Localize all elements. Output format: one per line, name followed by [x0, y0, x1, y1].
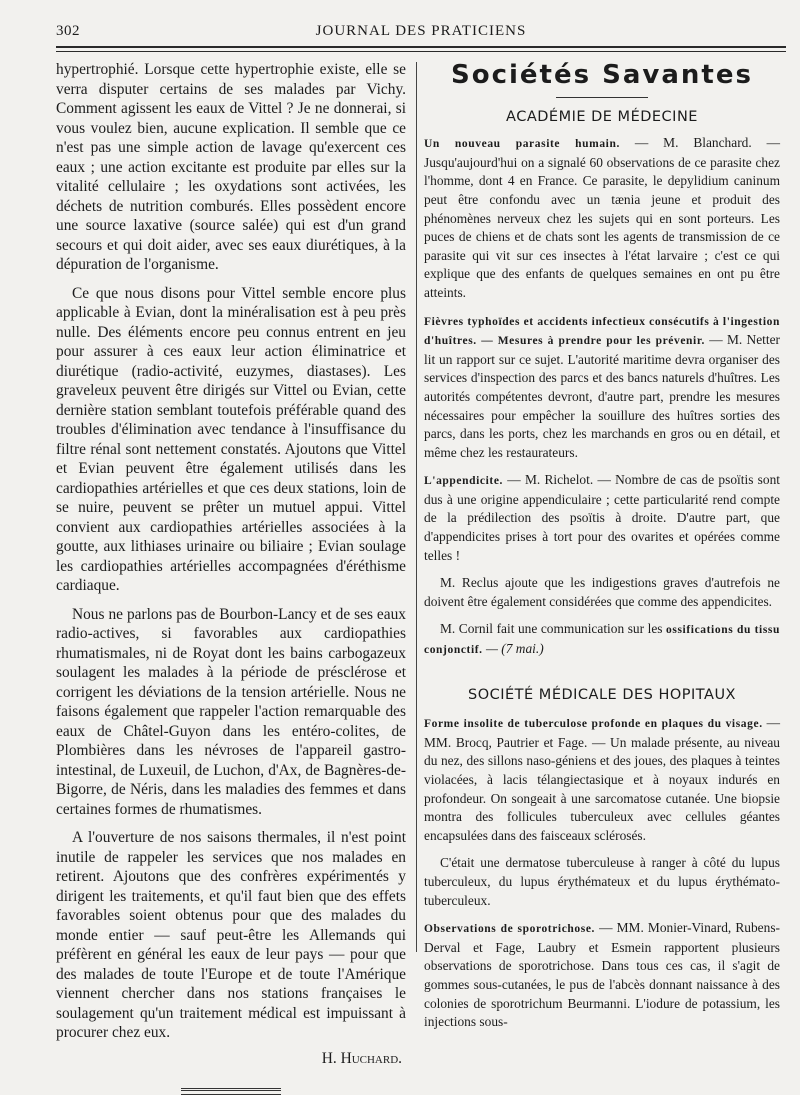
entry-body: — M. Richelot. — Nombre de cas de psoïtis sont dus à une origine appendiculaire ; cette particularité rend compte de la prédilection des psoïtis à droite. D'autre part, que d'appendicites prises à tort pour des ovarites et opérées comme telles !	[424, 472, 780, 563]
left-column	[56, 60, 406, 1095]
paragraph-evian: Ce que nous disons pour Vittel semble encore plus applicable à Evian, dont la minéralisation est à peu près nulle. Des éléments encore peu connus entrent en jeu pour assurer à ces eaux leur action éliminatrice et diurétique (radio-activité, euzymes, diastases). Les graveleux peuvent être dirigés sur Vittel ou Evian, cette dernière station semblant toutefois préférable quand des troubles d'élimination avec tendance à l'insuffisance du filtre rénal sont nettement constatés. Ajoutons que Vittel et Evian peuvent être également utilisés dans les cardiopathies artérielles et que ces deux stations, loin de se nuire, peuvent se prêter un mutuel appui. Vittel convient aux cardiopathies artérielles associées à la goutte, aux lithiases urinaire ou biliaire ; Evian soulage les cardiopathies artérielles accompagnées d'éréthisme cardiaque.	[56, 284, 406, 594]
entry-lead: Forme insolite de tuberculose profonde en plaques du visage.	[424, 718, 763, 731]
entry-sporotrichose	[424, 919, 780, 1032]
entry-dermatose: C'était une dermatose tuberculeuse à ranger à côté du lupus tuberculeux, du lupus érythémateux et du lupus érythémato-tuberculeux.	[424, 855, 780, 908]
entry-body: — M. Blanchard. — Jusqu'aujourd'hui on a signalé 60 observations de ce parasite chez l'homme, dont 4 en France. Ce parasite, le depylidium caninum peut être confondu avec un tænia jeune et produit des phénomènes nerveux chez les sujets qui en sont porteurs. Les puces de chiens et de chats sont les agents de transmission de ce parasite qui vit sur ces insectes à l'état larvaire ; c'est ce qui explique que des enfants de quelques semaines en ont pu être atteints.	[424, 135, 780, 300]
section-title: Sociétés Savantes	[451, 60, 753, 90]
hopitaux-heading: SOCIÉTÉ MÉDICALE DES HOPITAUX	[468, 686, 736, 703]
entry-huitres	[424, 312, 780, 463]
paragraph-conclusion: A l'ouverture de nos saisons thermales, il n'est point inutile de rappeler les services que nos malades en retirent. Ajoutons que des confrères expérimentés y dirigent les traitements, et qu'il faut bien que des effets favorables soient obtenus pour que des malades du monde entier — sauf peut-être les Allemands qui préfèrent en général les eaux de leur pays — pour que des malades de toute l'Europe et de toute l'Amérique viennent chercher dans nos stations françaises le soulagement qu'un traitement médical est impuissant à procurer chez eux.	[56, 829, 406, 1041]
entry-parasite	[424, 134, 780, 302]
page-header	[56, 18, 786, 44]
entry-reclus: M. Reclus ajoute que les indigestions graves d'autrefois ne doivent être également considérées que comme des appendicites.	[424, 575, 780, 609]
column-divider	[416, 62, 417, 952]
entry-body: — MM. Brocq, Pautrier et Fage. — Un malade présente, au niveau du nez, des sillons naso-géniens et des joues, des plaques à teintes violacées, à lacis télangiectasique et à noyaux indurés en profondeur. On songeait à une sarcomatose cutanée. Une biopsie montra des follicules tuberculeux avec cellules géantes encapsulées dans des faisceaux sclérosés.	[424, 715, 780, 843]
entry-cornil	[424, 620, 780, 659]
handwritten-date: — (7 mai.)	[482, 641, 544, 657]
entry-body: M. Cornil fait une communication sur les	[440, 621, 667, 637]
entry-appendicite	[424, 471, 780, 565]
entry-lead: ossifications du tissu conjonctif.	[424, 624, 780, 657]
right-column	[424, 60, 780, 1041]
article-end-rule	[181, 1088, 281, 1095]
entry-lead: Un nouveau parasite humain.	[424, 138, 620, 151]
page-number: 302	[56, 22, 80, 39]
entry-lead: Observations de sporotrichose.	[424, 923, 596, 936]
title-rule	[556, 97, 648, 98]
entry-body: — M. Netter lit un rapport sur ce sujet. L'autorité maritime devra organiser des services d'inspection des parcs et des bancs naturels d'huîtres. Les autorités compétentes devront, d'autre part, prendre les mesures nécessaires pour empêcher la souillure des huîtres sorties des parcs, dans les ports, chez les marchands en gros ou en détail, et même chez les restaurateurs.	[424, 332, 780, 460]
academie-heading: ACADÉMIE DE MÉDECINE	[506, 108, 698, 125]
entry-lead: L'appendicite.	[424, 475, 504, 488]
entry-lead: Fièvres typhoïdes et accidents infectieux consécutifs à l'ingestion d'huîtres. — Mesures à prendre pour les prévenir.	[424, 315, 780, 348]
paragraph-vittel: hypertrophié. Lorsque cette hypertrophie existe, elle se verra disputer certains de ses malades par Vichy. Comment agissent les eaux de Vittel ? Je ne donnerai, si vous voulez bien, aucune explication. Il semble que ce n'est pas une simple action de lavage qu'exercent ces eaux ; une action excitante est produite par elles sur la vitalité cellulaire ; les oxydations sont activées, les déchets de nutrition comburés. Elles possèdent encore une source laxative (source salée) qui est d'un grand secours et qui doit aider, avec ses eaux diurétiques, à la dépuration de l'organisme.	[56, 61, 406, 273]
header-rule	[56, 46, 786, 52]
author-signature: H. Huchard.	[321, 1049, 402, 1067]
entry-tuberculose	[424, 714, 780, 845]
journal-title: JOURNAL DES PRATICIENS	[315, 22, 527, 39]
entry-body: — MM. Monier-Vinard, Rubens-Derval et Fage, Laubry et Esmein rapportent plusieurs observations de sporotrichose. Dans tous ces cas, il s'agit de gommes sous-cutanées, le pus de l'abcès donnant naissance à des colonies de sporotrichum Beurmanni. L'iodure de potassium, les injections sous-	[424, 920, 780, 1030]
paragraph-other-stations: Nous ne parlons pas de Bourbon-Lancy et de ses eaux radio-actives, si favorables aux cardiopathies rhumatismales, ni de Royat dont les bains carbogazeux soulagent les malades à la période de présclérose et corrigent les déviations de la tension artérielle. Nous ne faisons également que rappeler l'action remarquable des eaux de Châtel-Guyon dans les entéro-colites, de Plombières dans les névroses de l'appareil gastro-intestinal, de Luxeuil, de Luchon, d'Ax, de Bagnères-de-Bigorre, de Néris, dans les maladies des femmes et dans certaines formes de rhumatismes.	[56, 605, 406, 818]
